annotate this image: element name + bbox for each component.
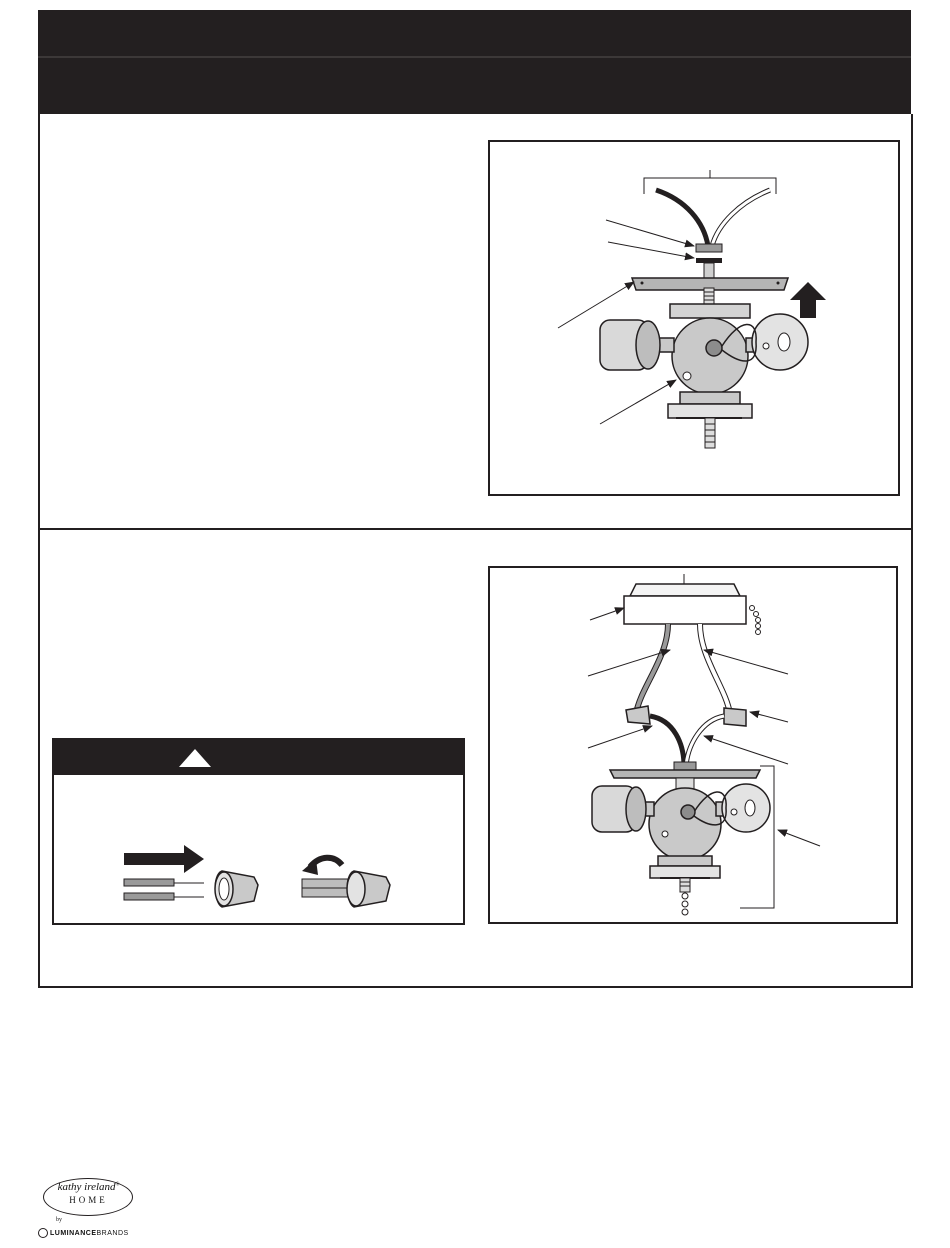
wire-nut-left bbox=[626, 706, 650, 724]
washer-icon bbox=[696, 258, 722, 263]
nut-icon bbox=[696, 244, 722, 252]
logo-maker-bold: LUMINANCE bbox=[50, 1229, 97, 1237]
logo-maker-light: BRANDS bbox=[96, 1229, 129, 1237]
push-arrow-icon bbox=[124, 845, 204, 873]
warning-box bbox=[52, 738, 465, 925]
warning-triangle-icon bbox=[178, 748, 212, 768]
logo-brand: kathy ireland bbox=[57, 1181, 116, 1193]
figure-wiring-connection bbox=[488, 566, 898, 924]
logo-home: HOME bbox=[69, 1195, 108, 1205]
white-wire bbox=[712, 190, 770, 246]
logo-maker bbox=[38, 1228, 129, 1238]
light-kit-diagram bbox=[490, 142, 898, 494]
figure-light-kit-removal bbox=[488, 140, 900, 496]
logo-by: by bbox=[56, 1217, 62, 1223]
header-bar bbox=[38, 10, 911, 114]
logo-registered: ® bbox=[115, 1182, 120, 1188]
wiring-diagram bbox=[490, 568, 896, 922]
light-kit-black-wire bbox=[650, 716, 684, 766]
sun-icon bbox=[38, 1228, 48, 1238]
black-wire bbox=[656, 190, 708, 246]
brand-logo bbox=[38, 1176, 148, 1242]
step-section-2 bbox=[38, 528, 913, 988]
warning-header bbox=[54, 740, 463, 775]
up-arrow-icon bbox=[790, 282, 826, 318]
wire-nut-right bbox=[724, 708, 746, 726]
header-divider bbox=[38, 56, 911, 58]
wire-connector-illustration bbox=[54, 775, 463, 921]
fan-switch-housing bbox=[624, 596, 746, 624]
step-section-1 bbox=[38, 114, 913, 530]
